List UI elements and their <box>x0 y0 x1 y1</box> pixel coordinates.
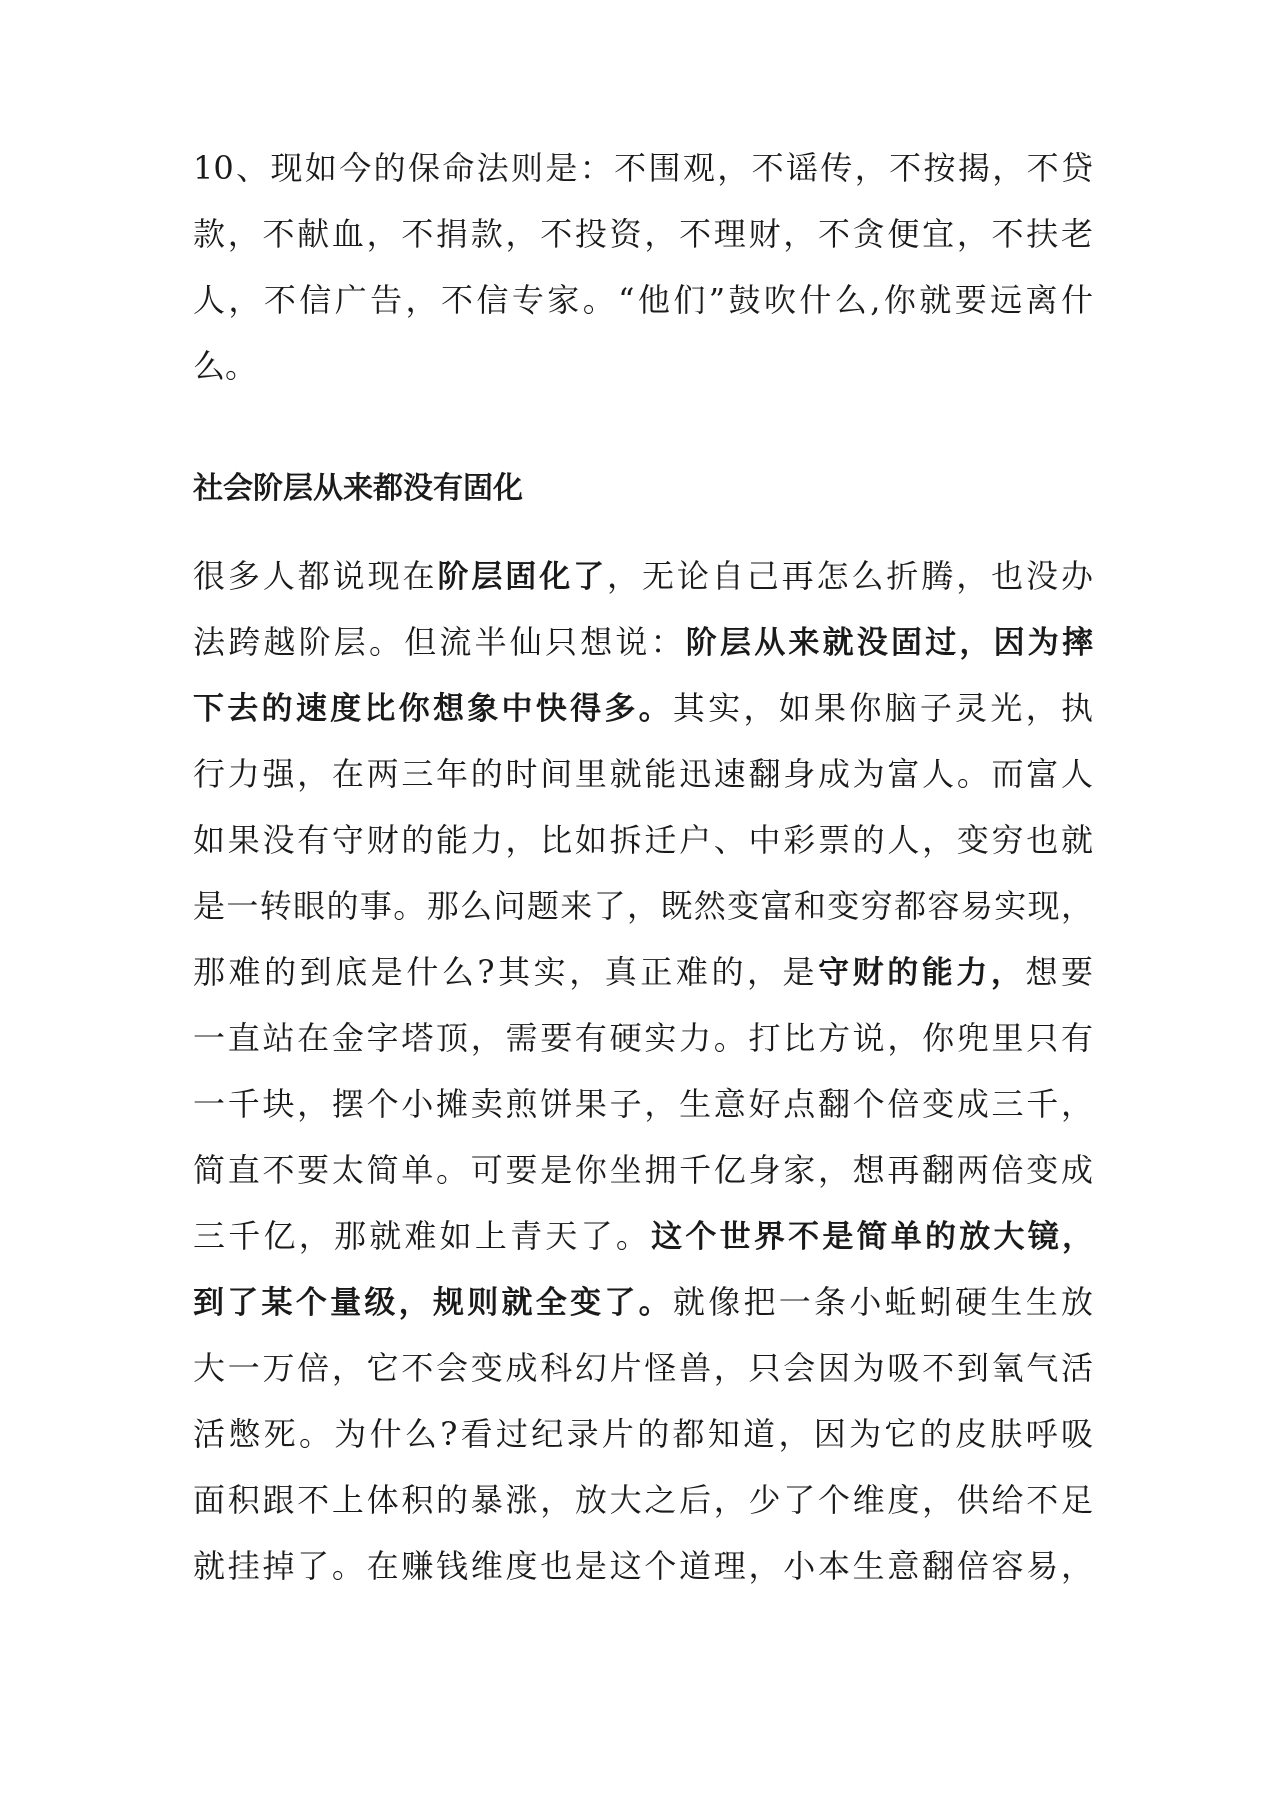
text-run: 其实，如果你脑子灵光，执 <box>672 689 1093 727</box>
section-line-9: 一千块，摆个小摊卖煎饼果子，生意好点翻个倍变成三千， <box>193 1085 1093 1123</box>
bold-text-run: 这个世界不是简单的放大镜， <box>651 1219 1093 1255</box>
section-line-13: 大一万倍，它不会变成科幻片怪兽，只会因为吸不到氧气活 <box>193 1349 1093 1387</box>
bold-text-run: 守财的能力， <box>818 955 1026 991</box>
section-line-11 <box>193 1203 1093 1269</box>
section-heading: 社会阶层从来都没有固化 <box>193 471 523 506</box>
section-line-2 <box>193 609 1093 675</box>
section-line-7 <box>193 939 1093 1005</box>
bold-text-run: 阶层固化了 <box>437 559 608 595</box>
text-run: 想要 <box>1025 953 1093 991</box>
text-run: 就像把一条小蚯蚓硬生生放 <box>672 1283 1093 1321</box>
point10-line-1: 10、现如今的保命法则是：不围观，不谣传，不按揭，不贷 <box>193 149 1093 187</box>
section-line-3 <box>193 675 1093 741</box>
bold-text-run: 到了某个量级，规则就全变了。 <box>193 1285 673 1321</box>
text-run: 三千亿，那就难如上青天了。 <box>193 1217 652 1255</box>
bold-text-run: 下去的速度比你想象中快得多。 <box>193 691 673 727</box>
section-line-1 <box>193 543 1093 609</box>
text-run: 很多人都说现在 <box>193 557 438 595</box>
section-line-4: 行力强，在两三年的时间里就能迅速翻身成为富人。而富人 <box>193 755 1093 793</box>
section-line-12 <box>193 1269 1093 1335</box>
bold-text-run: 阶层从来就没固过，因为摔 <box>685 625 1093 661</box>
section-line-10: 简直不要太简单。可要是你坐拥千亿身家，想再翻两倍变成 <box>193 1151 1093 1189</box>
text-run: 法跨越阶层。但流半仙只想说： <box>193 623 686 661</box>
section-line-6: 是一转眼的事。那么问题来了，既然变富和变穷都容易实现， <box>193 887 1093 925</box>
section-line-15: 面积跟不上体积的暴涨，放大之后，少了个维度，供给不足 <box>193 1481 1093 1519</box>
point10-line-3: 人，不信广告，不信专家。“他们”鼓吹什么,你就要远离什 <box>193 281 1093 319</box>
section-line-16: 就挂掉了。在赚钱维度也是这个道理，小本生意翻倍容易， <box>193 1547 1093 1585</box>
section-line-14: 活憋死。为什么?看过纪录片的都知道，因为它的皮肤呼吸 <box>193 1415 1093 1453</box>
point10-line-4: 么。 <box>193 347 258 385</box>
text-run: ，无论自己再怎么折腾，也没办 <box>607 557 1093 595</box>
section-line-5: 如果没有守财的能力，比如拆迁户、中彩票的人，变穷也就 <box>193 821 1093 859</box>
text-run: 那难的到底是什么?其实，真正难的，是 <box>193 953 819 991</box>
section-line-8: 一直站在金字塔顶，需要有硬实力。打比方说，你兜里只有 <box>193 1019 1093 1057</box>
point10-line-2: 款，不献血，不捐款，不投资，不理财，不贪便宜，不扶老 <box>193 215 1093 253</box>
